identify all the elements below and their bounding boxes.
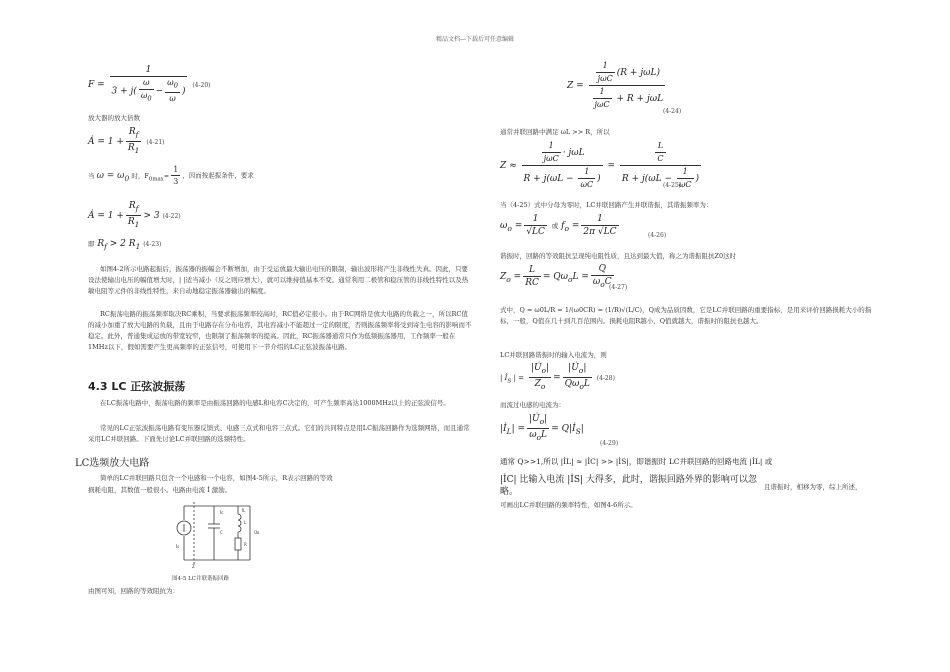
mixed-line-3: 且谐振时，相移为零，综上所述， [764,483,862,491]
inductor-current-text: 而流过电感的电流为： [500,401,565,409]
mixed-line-2: |İC| 比输入电流 |İS| 大得多，此时，谐振回路外界的影响可以忽略。 [500,475,757,497]
svg-text:İs: İs [176,544,180,549]
equation-4-28: | $İ_S$ | = $\frac{|U̇_o|}{Z_o}$ = $\frac{|U̇_o|}{Q\omega_oL}$ (4-28) [500,363,615,391]
paragraph-amplitude: 如图4-2所示电路起振后，振荡器的振幅会不断增加，由于受运放最大输出电压的限制，输出波形将产生非线性失真。因此，只要设法使输出电压的幅值增大时，| |适当减小（反之则应增大），就可以维持值基本不变。通常利用二极管和稳压管的非线性特性以及热敏电阻等元件的非线性特性，来自动地稳定振荡器输出的幅度。 [88,265,469,295]
impedance-text: 谐振时，回路的等效阻抗呈现纯电阻性质，且达到最大值，称之为谐振阻抗Z0这时 [500,252,737,260]
equation-4-24: Z = $\frac{1}{\text{jωC}}$ (R + jωL) $\frac{1}{\text{jωC}}$ + R + jωL [567,61,664,109]
equation-tag: (4-25) [663,182,682,189]
svg-text:U̇o: U̇o [254,530,260,535]
svg-text:Z: Z [192,564,195,569]
paragraph-lc-types: 常见的LC正弦波振荡电路有变压器反馈式、电感三点式和电容三点式。它们的共同特点是用LC振荡回路作为选频网络，而且通常采用LC并联回路。下面先讨论LC并联回路的选频特性。 [88,424,470,443]
figure-caption: 图4-5 LC并联谐振回路 [172,576,229,582]
q-factor-paragraph: 式中，Q = ω0L/R = 1/(ω0CR) = (1/R)√(L/C)，Q成为品质因数，它是LC并联回路的重要指标，是用来评价回路损耗大小的指标，一般，Q值在几十到几百范围内。损耗电阻R越小，Q值就越大，谐振时的阻抗也越大。 [500,306,872,325]
condition-line: 当 $\omega = \omega_0$ 时，$F_{0max}=$ $\frac{1}{3}$ ，因而按起振条件，要求 [88,165,254,186]
svg-text:İc: İc [220,510,224,515]
equation-4-29: $|İ_L|$ = $\frac{|U̇_o|}{\omega_oL}$ = $Q|İ_S|$ [500,414,584,442]
paragraph-parallel-a: 简单的LC并联回路只包含一个电感和一个电容，如图4-5所示，R表示回路的等效 [100,474,333,482]
equation-4-26: $\omega_o$ = $\frac{1}{√LC}$ 或 $f_o$ = $\frac{1}{2\pi √LC}$ [500,214,617,237]
equation-tag: (4-29) [600,440,619,447]
equation-tag: (4-21) [146,138,165,146]
input-current-text: LC并联回路谐振时的输入电流为，则 [500,351,607,359]
mixed-line-1: 通常 Q>>1,所以 |İL| ≈ |İC| >> |İS|，即谐振时 LC并联回路的回路电流 |İL| 或 [500,457,773,466]
or-word: 或 [551,222,559,230]
equation-4-22: Ȧ = 1 + $\frac{R_f}{R_1}$ > 3 (4-22) [88,201,181,229]
closing-text: 可画出LC并联回路的频率特性，如图4-6所示。 [500,501,637,509]
svg-text:C: C [220,530,223,535]
subsection-title: LC选频放大电路 [75,458,150,469]
svg-text:İL: İL [242,508,246,513]
equation-tag: (4-24) [663,108,682,115]
condition-text: 通常并联回路中满足 ωL >> R，所以 [500,128,610,136]
equation-tag: (4-22) [162,212,181,220]
paragraph-rc-limit: RC振荡电路的振荡频率取决RC乘积，当要求振荡频率较高时，RC值必定很小。由于RC网络是放大电路的负载之一，所以RC值的减小加重了放大电路的负载，且由于电路存在分布电容，其电容减小不能超过一定的限度，否则振荡频率将受到寄生电容的影响而不稳定。此外，普通集成运放的带宽较窄，也限制了振荡频率的提高。因此，RC振荡器通常只作为低频振荡器用，工作频率一般在1MHz以下，假如需要产生更高频率的正弦信号，可使用下一节介绍的LC正弦波振荡电路。 [88,310,472,351]
equation-lhs: Z = [567,81,584,91]
paragraph-lc-intro: 在LC振荡电路中，振荡电路的频率是由振荡回路的电感L和电容C决定的，可产生频率高达1000MHz以上的正弦波信号。 [100,399,450,407]
equation-4-23: 即 $R_f > 2$ $R_1$ (4-23) [88,239,162,251]
equation-tag: (4-28) [596,374,615,382]
page-header-watermark: 精品文档---下载后可任意编辑 [435,36,515,43]
svg-text:L: L [244,520,247,525]
svg-text:R: R [244,542,247,547]
gain-intro: 放大器的放大倍数 [88,114,140,122]
equation-4-21: Ȧ = 1 + $\frac{R_f}{R_1}$ (4-21) [88,127,165,155]
equation-4-25: Z ≈ $\frac{1}{\text{jωC}}$ · jωL R + j(ωL − $\frac{1}{\omega C}$ ) = $\frac{L}{C}$ R + j(ωL − $\frac{1}{\omega C}$ ) [500,141,700,189]
section-title: 4.3 LC 正弦波振荡 [88,380,186,393]
figure-4-5-circuit [170,500,260,570]
equation-tag: (4-20) [192,81,211,89]
paragraph-parallel-b: 损耗电阻，其数值一般很小。电路由电流 İ 激励。 [88,486,232,494]
equation-tag: (4-23) [143,241,162,248]
equation-4-27: $Z_o$ = $\frac{L}{RC}$ = $Q\omega_oL$ = $\frac{Q}{\omega_oC}$ [500,264,612,289]
paragraph-impedance: 由图可知，回路的等效阻抗为： [88,587,179,595]
equation-tag: (4-26) [648,232,667,239]
resonance-text: 当（4-25）式中分母为零时，LC并联回路产生并联谐振，其谐振频率为： [500,201,713,209]
equation-tag: (4-27) [609,284,628,291]
equation-4-20: F = 1 3 + j( $\frac{\omega}{\omega_0}$ − $\frac{\omega_0}{\omega}$ ) (4-20) [88,65,211,103]
